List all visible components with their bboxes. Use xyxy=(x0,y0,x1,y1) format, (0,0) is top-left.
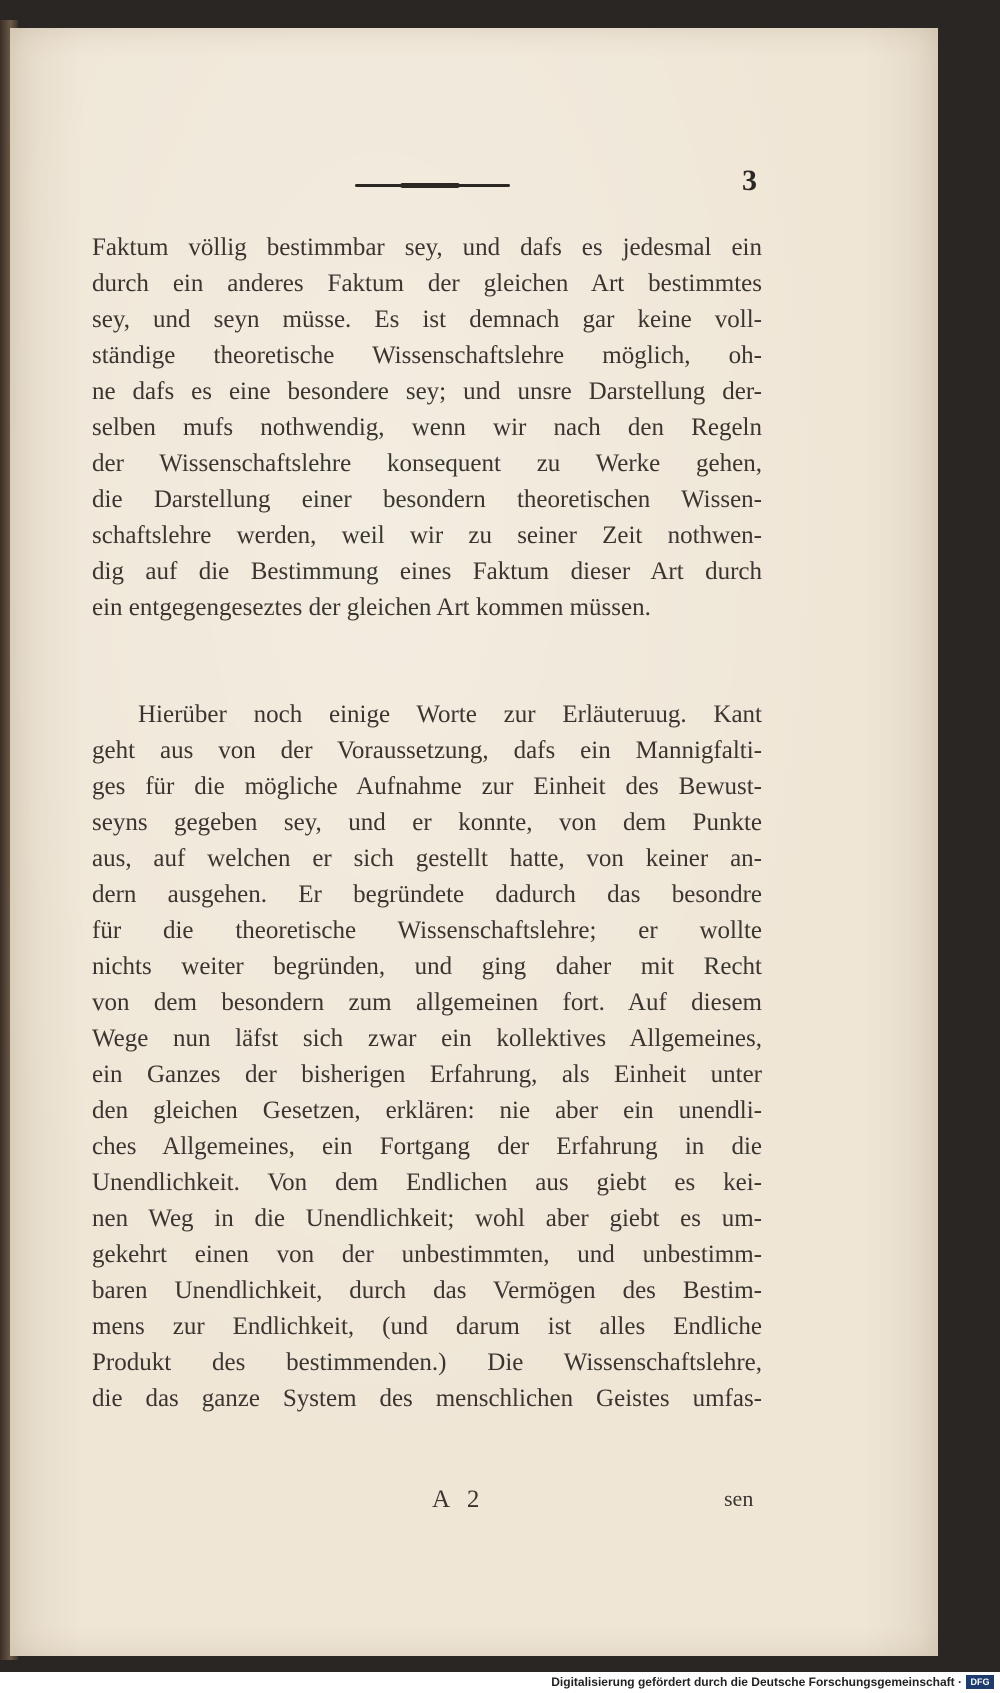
text-line: selben mufs nothwendig, wenn wir nach den Regeln xyxy=(92,414,762,441)
text-line: aus, auf welchen er sich gestellt hatte, von keiner an- xyxy=(92,845,762,872)
text-line: schaftslehre werden, weil wir zu seiner Zeit nothwen- xyxy=(92,522,762,549)
text-line: dig auf die Bestimmung eines Faktum dieser Art durch xyxy=(92,558,762,585)
text-line: den gleichen Gesetzen, erklären: nie aber ein unendli- xyxy=(92,1097,762,1124)
text-line: der Wissenschaftslehre konsequent zu Werke gehen, xyxy=(92,450,762,477)
text-line: ein entgegengeseztes der gleichen Art kommen müssen. xyxy=(92,594,651,621)
catchword: sen xyxy=(724,1486,754,1511)
text-line: Faktum völlig bestimmbar sey, und dafs es jedesmal ein xyxy=(92,234,762,261)
text-line: seyns gegeben sey, und er konnte, von dem Punkte xyxy=(92,809,762,836)
signature-mark: A 2 xyxy=(432,1486,486,1513)
text-line: die Darstellung einer besondern theoretischen Wissen- xyxy=(92,486,762,513)
text-line: durch ein anderes Faktum der gleichen Art bestimmtes xyxy=(92,270,762,297)
digitization-credit-bar xyxy=(0,1672,1000,1693)
text-line: sey, und seyn müsse. Es ist demnach gar keine voll- xyxy=(92,306,762,333)
text-line: Wege nun läfst sich zwar ein kollektives Allgemeines, xyxy=(92,1025,762,1052)
page-number: 3 xyxy=(742,164,757,197)
header-ornament-rule xyxy=(355,184,510,187)
text-line: dern ausgehen. Er begründete dadurch das besondre xyxy=(92,881,762,908)
book-page xyxy=(10,28,938,1656)
text-line: mens zur Endlichkeit, (und darum ist alles Endliche xyxy=(92,1313,762,1340)
text-line: baren Unendlichkeit, durch das Vermögen des Bestim- xyxy=(92,1277,762,1304)
text-line: gekehrt einen von der unbestimmten, und unbestimm- xyxy=(92,1241,762,1268)
text-line: Unendlichkeit. Von dem Endlichen aus giebt es kei- xyxy=(92,1169,762,1196)
dfg-logo-icon: DFG xyxy=(966,1675,994,1689)
text-line: von dem besondern zum allgemeinen fort. Auf diesem xyxy=(92,989,762,1016)
text-line: ständige theoretische Wissenschaftslehre möglich, oh- xyxy=(92,342,762,369)
text-line: Hierüber noch einige Worte zur Erläuteruug. Kant xyxy=(138,701,762,728)
text-line: Produkt des bestimmenden.) Die Wissenschaftslehre, xyxy=(92,1349,762,1376)
text-line: für die theoretische Wissenschaftslehre; er wollte xyxy=(92,917,762,944)
text-line: ges für die mögliche Aufnahme zur Einheit des Bewust- xyxy=(92,773,762,800)
text-line: ein Ganzes der bisherigen Erfahrung, als Einheit unter xyxy=(92,1061,762,1088)
digitization-credit-text: Digitalisierung gefördert durch die Deutsche Forschungsgemeinschaft · xyxy=(551,1675,962,1689)
text-line: nichts weiter begründen, und ging daher mit Recht xyxy=(92,953,762,980)
text-line: geht aus von der Voraussetzung, dafs ein Mannigfalti- xyxy=(92,737,762,764)
text-line: ches Allgemeines, ein Fortgang der Erfahrung in die xyxy=(92,1133,762,1160)
text-line: die das ganze System des menschlichen Geistes umfas- xyxy=(92,1385,762,1412)
text-line: ne dafs es eine besondere sey; und unsre Darstellung der- xyxy=(92,378,762,405)
text-line: nen Weg in die Unendlichkeit; wohl aber giebt es um- xyxy=(92,1205,762,1232)
